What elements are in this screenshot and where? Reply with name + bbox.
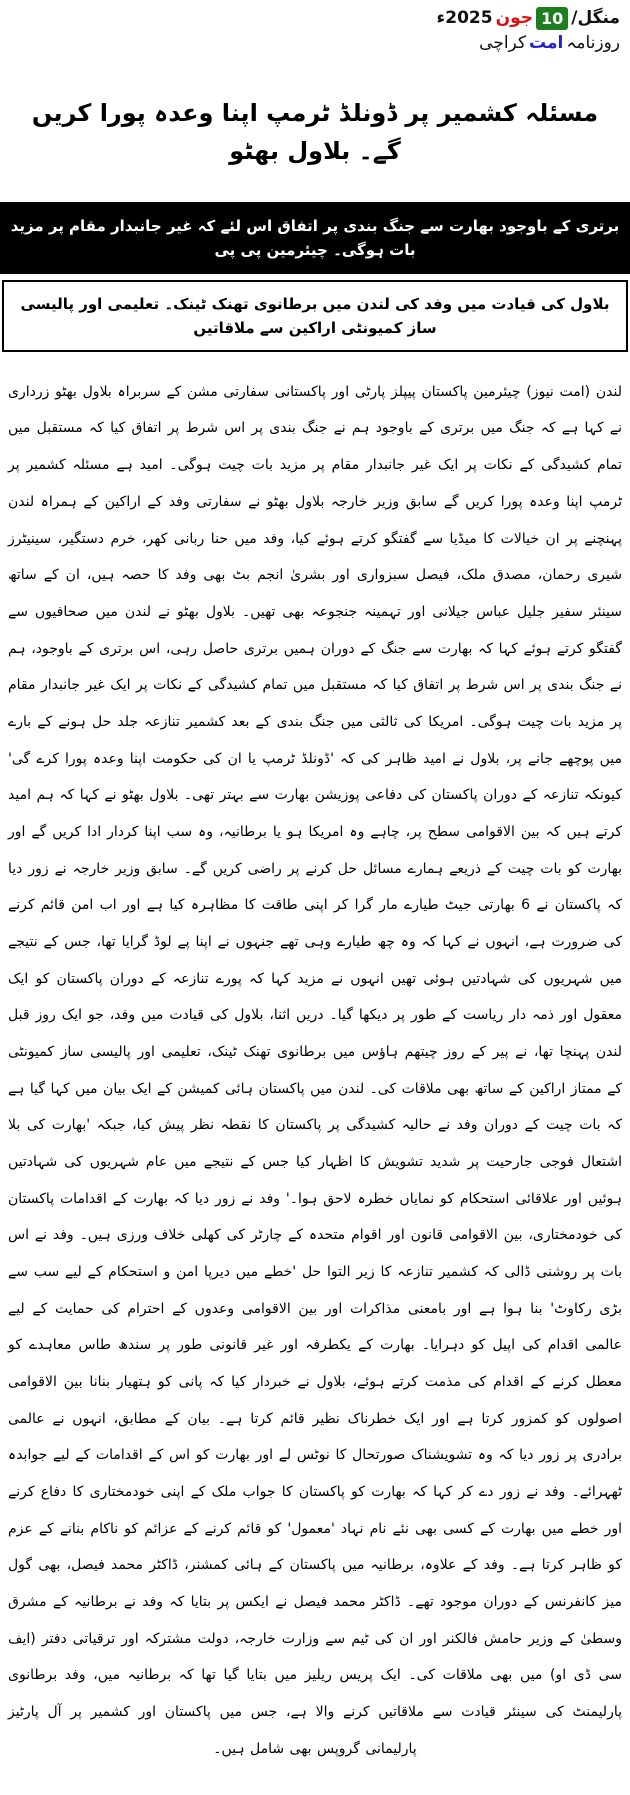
date-year: 2025ء [436, 8, 493, 28]
subheadline-boxed-bar: بلاول کی قیادت میں وفد کی لندن میں برطانوی تھنک ٹینک۔ تعلیمی اور پالیسی ساز کمیونٹی اراکین سے ملاقاتیں [2, 280, 628, 352]
main-headline: مسئلہ کشمیر پر ڈونلڈ ٹرمپ اپنا وعدہ پورا کریں گے۔ بلاول بھٹو [31, 99, 599, 165]
article-body: لندن (امت نیوز) چیئرمین پاکستان پیپلز پارٹی اور پاکستانی سفارتی مشن کے سربراہ بلاول بھٹو زرداری نے کہا ہے کہ جنگ میں برتری کے باوجود ہم نے جنگ بندی پر اس شرط پر اتفاق کیا کہ مستقبل میں تمام کشیدگی کے نکات پر ایک غیر جانبدار مقام پر مزید بات چیت ہوگی۔ امید ہے مسئلہ کشمیر پر ٹرمپ اپنا وعدہ پورا کریں گے سابق وزیر خارجہ بلاول بھٹو نے سفارتی وفد کے اراکین کے ہمراہ لندن پہنچنے پر ان خیالات کا میڈیا سے گفتگو کرتے ہوئے کیا، وفد میں حنا ربانی کھر، خرم دستگیر، سینیٹرز شیری رحمان، مصدق ملک، فیصل سبزواری اور بشریٰ انجم بٹ بھی وفد کا حصہ ہیں، ان کے ساتھ سینئر سفیر جلیل عباس جیلانی اور تہمینہ جنجوعہ بھی تھیں۔ بلاول بھٹو نے لندن میں صحافیوں سے گفتگو کرتے ہوئے کہا کہ بھارت سے جنگ کے دوران ہمیں برتری حاصل رہی، اس برتری کے باوجود، ہم نے جنگ بندی پر اس شرط پر اتفاق کیا کہ مستقبل میں تمام کشیدگی کے نکات پر ایک غیر جانبدار مقام پر مزید بات چیت ہوگی۔ امریکا کی ثالثی میں جنگ بندی کے بعد کشمیر تنازعہ جلد حل ہونے کے بارے میں پوچھے جانے پر، بلاول نے امید ظاہر کی کہ 'ڈونلڈ ٹرمپ یا ان کی حکومت اپنا وعدہ پورا کرے گی' کیونکہ تنازعہ کے دوران پاکستان کی دفاعی پوزیشن بھارت سے بہتر تھی۔ بلاول بھٹو نے کہا کہ ہم امید کرتے ہیں کہ بین الاقوامی سطح پر، چاہے وہ امریکا ہو یا برطانیہ، وہ سب اپنا کردار ادا کریں گے اور بھارت کو بات چیت کے ذریعے ہمارے مسائل حل کرنے پر راضی کریں گے۔ سابق وزیر خارجہ نے زور دیا کہ پاکستان نے 6 بھارتی جیٹ طیارے مار گرا کر اپنی طاقت کا مظاہرہ کیا ہے اور اب امن قائم کرنے کی ضرورت ہے، انہوں نے کہا کہ وہ چھ طیارے وہی تھے جنہوں نے اپنا پے لوڈ گرایا تھا، جس کے نتیجے میں شہریوں کی شہادتیں ہوئی تھیں انہوں نے مزید کہا کہ پورے تنازعہ کے دوران پاکستان کو ایک معقول اور ذمہ دار ریاست کے طور پر دیکھا گیا۔ دریں اثنا، بلاول کی قیادت میں وفد، جو ایک روز قبل لندن پہنچا تھا، نے پیر کے روز چیتھم ہاؤس میں برطانوی تھنک ٹینک، تعلیمی اور پالیسی ساز کمیونٹی کے ممتاز اراکین کے ساتھ بھی ملاقات کی۔ لندن میں پاکستان ہائی کمیشن کے ایک بیان میں کہا گیا ہے کہ بات چیت کے دوران وفد نے حالیہ کشیدگی پر پاکستان کا نقطہ نظر پیش کیا، جبکہ 'بھارت کی بلا اشتعال فوجی جارحیت پر شدید تشویش کا اظہار کیا جس کے نتیجے میں عام شہریوں کی شہادتیں ہوئیں اور علاقائی استحکام کو نمایاں خطرہ لاحق ہوا۔' وفد نے زور دیا کہ بھارت کے اقدامات پاکستان کی خودمختاری، بین الاقوامی قانون اور اقوام متحدہ کے چارٹر کی کھلی خلاف ورزی ہیں۔ وفد نے اس بات پر روشنی ڈالی کہ کشمیر تنازعہ کا زیر التوا حل 'خطے میں دیرپا امن و استحکام کے لیے سب سے بڑی رکاوٹ' بنا ہوا ہے اور بامعنی مذاکرات اور بین الاقوامی وعدوں کے احترام کی حمایت کے لیے عالمی اقدام کی اپیل کو دہرایا۔ بھارت کے یکطرفہ اور غیر قانونی طور پر سندھ طاس معاہدے کو معطل کرنے کے اقدام کی مذمت کرتے ہوئے، بلاول نے خبردار کیا کہ پانی کو ہتھیار بنانا بین الاقوامی اصولوں کو کمزور کرتا ہے اور ایک خطرناک نظیر قائم کرتا ہے۔ بیان کے مطابق، انہوں نے عالمی برادری پر زور دیا کہ وہ تشویشناک صورتحال کا نوٹس لے اور بھارت کو اس کے اقدامات کے لیے جوابدہ ٹھہرائے۔ وفد نے زور دے کر کہا کہ بھارت کو پاکستان کا جواب ملک کے اپنی خودمختاری کا دفاع کرنے اور خطے میں بھارت کے کسی بھی نئے نام نہاد 'معمول' کو قائم کرنے کے عزائم کو ناکام بنانے کے عزم کو ظاہر کرتا ہے۔ وفد کے علاوہ، برطانیہ میں پاکستان کے ہائی کمشنر، ڈاکٹر محمد فیصل، بھی گول میز کانفرنس کے دوران موجود تھے۔ ڈاکٹر محمد فیصل نے ایکس پر بتایا کہ وفد نے برطانیہ کے مشرق وسطیٰ کے وزیر حامش فالکنر اور ان کی ٹیم سے وزارت خارجہ، دولت مشترکہ اور ترقیاتی دفتر (ایف سی ڈی او) میں بھی ملاقات کی۔ ایک پریس ریلیز میں بتایا گیا تھا کہ برطانیہ میں، وفد برطانوی پارلیمنٹ کی سینئر قیادت سے ملاقاتیں کرنے والا ہے، جس میں پاکستان اور کشمیر پر آل پارٹیز پارلیمانی گروپس بھی شامل ہیں۔ [8, 383, 622, 1757]
masthead [0, 0, 630, 57]
date-line [10, 6, 620, 31]
paper-city: کراچی [479, 32, 527, 53]
date-month: جون [495, 8, 533, 28]
paper-line [10, 31, 620, 56]
date-day-badge: 10 [536, 7, 568, 30]
subheadline-dark-bar: برتری کے باوجود بھارت سے جنگ بندی پر اتفاق اس لئے کہ غیر جانبدار مقام پر مزید بات ہوگی۔ چیئرمین پی پی [0, 202, 630, 274]
paper-prefix: روزنامہ [566, 32, 620, 53]
date-weekday: منگل/ [571, 8, 620, 28]
paper-name: امت [529, 32, 564, 53]
